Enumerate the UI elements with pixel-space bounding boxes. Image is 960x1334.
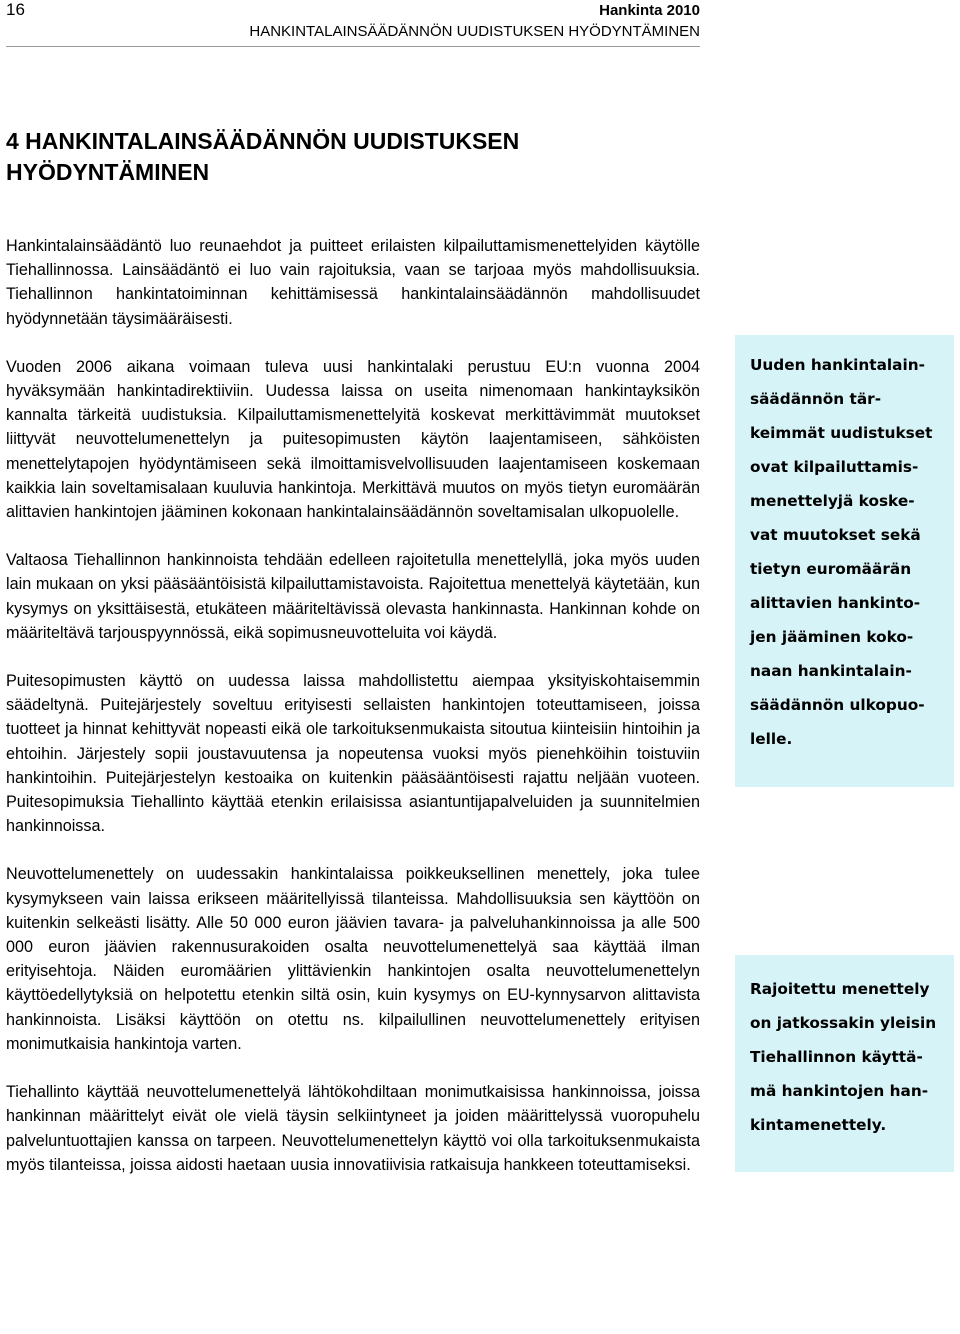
paragraph: Vuoden 2006 aikana voimaan tuleva uusi hankintalaki perustuu EU:n vuonna 2004 hyväksymään hankintadirektiiviin. Uudessa laissa on useita nimenomaan hankintayksikön kannalta tärkeitä uudistuksia. Kilpailuttamismenettelyitä koskevat merkittävimmät muutokset liittyvät neuvottelumenettelyn ja puitesopimusten käytön laajentamiseen, sähköisten menettelytapojen hyödyntämiseen sekä ilmoittamisvelvollisuuden laajentamiseen koskemaan kaikkia lain soveltamisalaan kuuluvia hankintoja. Merkittävä muutos on myös tietyn euromäärän alittavien hankintojen jääminen kokonaan hankintalainsäädännön soveltamisalan ulkopuolelle. bbox=[6, 357, 700, 522]
document-title: Hankinta 2010 bbox=[599, 2, 700, 19]
callout-line: säädännön tär- bbox=[750, 390, 882, 408]
callout-line: naan hankintalain- bbox=[750, 662, 912, 680]
callout-line: ovat kilpailuttamis- bbox=[750, 458, 919, 476]
header-rule bbox=[6, 46, 700, 47]
callout-line: alittavien hankinto- bbox=[750, 594, 921, 612]
callout-line: lelle. bbox=[750, 730, 793, 748]
callout-line: Uuden hankintalain- bbox=[750, 356, 925, 374]
callout-line: Rajoitettu menettely bbox=[750, 980, 930, 998]
page-number: 16 bbox=[6, 0, 25, 19]
callout-line: tietyn euromäärän bbox=[750, 560, 912, 578]
callout-line: kintamenettely. bbox=[750, 1116, 887, 1134]
section-title: HANKINTALAINSÄÄDÄNNÖN UUDISTUKSEN HYÖDYNTÄMINEN bbox=[249, 23, 700, 40]
sidebar-callout-box bbox=[735, 955, 954, 1172]
callout-line: vat muutokset sekä bbox=[750, 526, 921, 544]
callout-line: mä hankintojen han- bbox=[750, 1082, 929, 1100]
callout-line: keimmät uudistukset bbox=[750, 424, 933, 442]
paragraph: Neuvottelumenettely on uudessakin hankintalaissa poikkeuksellinen menettely, joka tulee kysymykseen vain laissa erikseen määritellyissä tilanteissa. Mahdollisuuksia sen käyttöön on kuitenkin selkeästi lisätty. Alle 50 000 euron jäävien tavara- ja palveluhankinnoissa ja alle 500 000 euron jäävien rakennusurakoiden osalta neuvottelumenettelyä saa käyttää ilman erityisehtoja. Näiden euromäärien ylittävienkin hankintojen osalta neuvottelumenettelyn käyttöedellytyksiä on helpotettu etenkin siltä osin, kuin kysymys on EU-kynnysarvon alittavista hankinnoista. Lisäksi käyttöön on otettu ns. kilpailullinen neuvottelumenettely erityisen monimutkaisia hankintoja varten. bbox=[6, 865, 700, 1053]
paragraph: Puitesopimusten käyttö on uudessa laissa mahdollistettu aiempaa yksityiskohtaisemmin säädeltynä. Puitejärjestely soveltuu erityisesti sellaisten hankintojen toteuttamiseen, joissa tuotteet ja hinnat kehittyvät nopeasti eikä ole tarkoituksenmukaista sitoutua kiinteisiin hintoihin ja ehtoihin. Järjestely sopii joustavuutensa ja nopeutensa vuoksi myös pienehköihin toistuviin hankintoihin. Puitejärjestelyn kestoaika on kuitenkin pääsääntöisesti rajattu neljään vuoteen. Puitesopimuksia Tiehallinto käyttää etenkin erilaisissa asiantuntijapalveluiden ja suunnitelmien hankinnoissa. bbox=[6, 672, 700, 836]
sidebar-callout-box bbox=[735, 335, 954, 787]
paragraph: Tiehallinto käyttää neuvottelumenettelyä lähtökohdiltaan monimutkaisissa hankinnoissa, joissa hankinnan määrittelyt eivät ole vielä täysin selkiintyneet ja joiden määrittelyssä vuoropuhelu palveluntuottajien kanssa on tarpeen. Neuvottelumenettelyn käyttö voi olla tarkoituksenmukaista myös tilanteissa, joissa aidosti haetaan uusia innovatiivisia ratkaisuja hankkeen toteuttamiseksi. bbox=[6, 1083, 700, 1174]
chapter-heading: 4 HANKINTALAINSÄÄDÄNNÖN UUDISTUKSEN HYÖDYNTÄMINEN bbox=[6, 128, 520, 185]
callout-line: on jatkossakin yleisin bbox=[750, 1014, 937, 1032]
callout-line: Tiehallinnon käyttä- bbox=[750, 1048, 923, 1066]
callout-line: säädännön ulkopuo- bbox=[750, 696, 925, 714]
paragraph: Valtaosa Tiehallinnon hankinnoista tehdään edelleen rajoitetulla menettelyllä, joka myös uuden lain mukaan on yksi pääsääntöisistä kilpailuttamistavoista. Rajoitettua menettelyä käytetään, kun kysymys on yksittäisestä, etukäteen määriteltävissä olevasta hankinnasta. Hankinnan kohde on määriteltävä tarjouspyynnössä, eikä sopimusneuvotteluita voi käydä. bbox=[6, 551, 700, 642]
paragraph: Hankintalainsäädäntö luo reunaehdot ja puitteet erilaisten kilpailuttamismenettelyiden käytölle Tiehallinnossa. Lainsäädäntö ei luo vain rajoituksia, vaan se tarjoaa myös mahdollisuuksia. Tiehallinnon hankintatoiminnan kehittämisessä hankintalainsäädännön mahdollisuudet hyödynnetään täysimääräisesti. bbox=[6, 237, 700, 328]
callout-line: jen jääminen koko- bbox=[750, 628, 914, 646]
callout-line: menettelyjä koske- bbox=[750, 492, 915, 510]
body-text bbox=[6, 234, 700, 1201]
running-header bbox=[249, 0, 700, 42]
